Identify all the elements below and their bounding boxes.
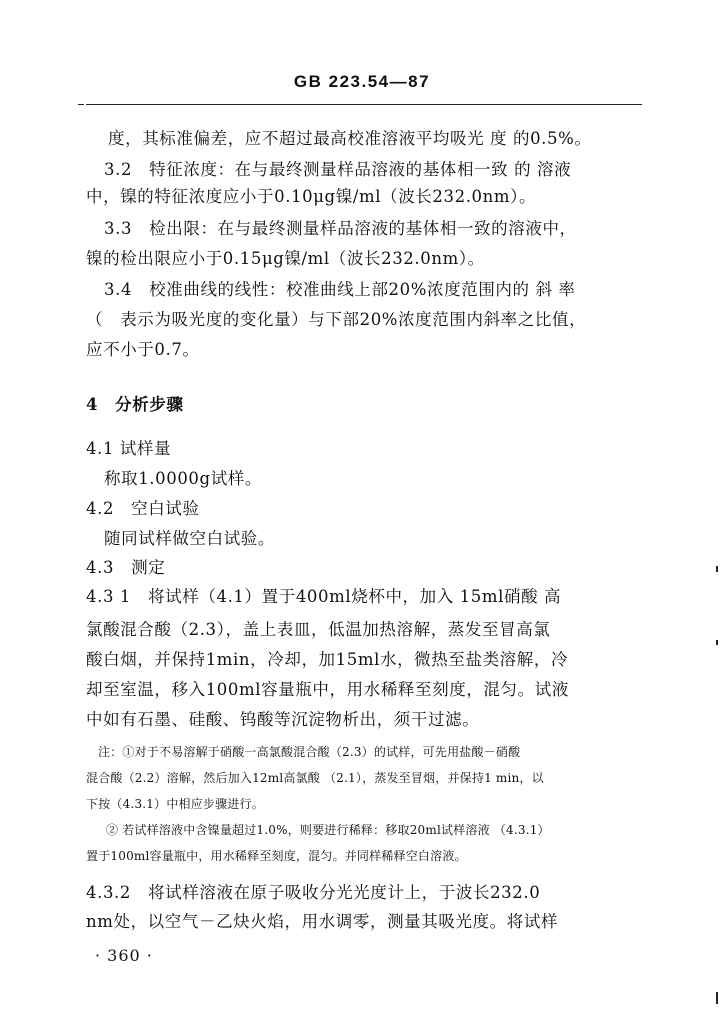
note-line-2: 混合酸（2.2）溶解，然后加入12ml高氯酸 （2.1），蒸发至冒烟，并保持1 min，以 <box>86 771 544 785</box>
body-line-16: 酸白烟，并保持1min，冷却，加15ml水，微热至盐类溶解，冷 <box>86 650 569 669</box>
body-line-blank: 随同试样做空白试验。 <box>104 529 275 548</box>
note-line-3: 下按（4.3.1）中相应步骤进行。 <box>86 797 264 811</box>
note-line-4: ② 若试样溶液中含镍量超过1.0%，则要进行稀释：移取20ml试样溶液 （4.3.1） <box>106 823 550 837</box>
body-line-3: 中，镍的特征浓度应小于0.10μg镍/ml（波长232.0nm）。 <box>86 187 537 206</box>
body-line-5: 镍的检出限应小于0.15μg镍/ml（波长232.0nm）。 <box>86 249 485 268</box>
section-4-3-heading: 4.3 测定 <box>86 558 166 577</box>
section-3-3-line: 3.3 检出限：在与最终测量样品溶液的基体相一致的溶液中， <box>104 219 577 238</box>
section-3-2-line: 3.2 特征浓度：在与最终测量样品溶液的基体相一致 的 溶液 <box>104 160 572 179</box>
body-line-7: （ 表示为吸光度的变化量）与下部20%浓度范围内斜率之比值， <box>86 310 587 329</box>
section-4-1-heading: 4.1 试样量 <box>86 439 172 458</box>
section-4-3-1-line: 4.3 1 将试样（4.1）置于400ml烧杯中，加入 15ml硝酸 高 <box>86 587 562 606</box>
body-line-1: 度，其标准偏差，应不超过最高校准溶液平均吸光 度 的0.5%。 <box>108 129 592 148</box>
scan-speck <box>716 640 718 645</box>
body-line-15: 氯酸混合酸（2.3），盖上表皿，低温加热溶解，蒸发至冒高氯 <box>86 620 551 639</box>
page-number: · 360 · <box>95 946 153 965</box>
body-line-8: 应不小于0.7。 <box>86 340 200 359</box>
section-4-heading: 4 分析步骤 <box>86 395 184 414</box>
body-line-tail: nm处，以空气－乙炔火焰，用水调零，测量其吸光度。将试样 <box>86 912 559 931</box>
note-line-1: 注：①对于不易溶解于硝酸一高氯酸混合酸（2.3）的试样，可先用盐酸－硝酸 <box>98 745 521 759</box>
section-3-4-line: 3.4 校准曲线的线性：校准曲线上部20%浓度范围内的 斜 率 <box>104 280 576 299</box>
header-rule <box>86 104 642 105</box>
section-4-2-heading: 4.2 空白试验 <box>86 499 200 518</box>
standard-code-header: GB 223.54—87 <box>293 72 431 91</box>
body-line-17: 却至室温，移入100ml容量瓶中，用水稀释至刻度，混匀。试液 <box>86 680 569 699</box>
note-line-5: 置于100ml容量瓶中，用水稀释至刻度，混匀。并同样稀释空白溶液。 <box>86 849 467 863</box>
body-line-weigh: 称取1.0000g试样。 <box>104 469 262 488</box>
body-line-18: 中如有石墨、硅酸、钨酸等沉淀物析出，须干过滤。 <box>86 710 480 729</box>
scan-speck <box>716 992 718 1004</box>
scan-speck <box>716 566 718 572</box>
section-4-3-2-line: 4.3.2 将试样溶液在原子吸收分光光度计上，于波长232.0 <box>86 883 541 902</box>
